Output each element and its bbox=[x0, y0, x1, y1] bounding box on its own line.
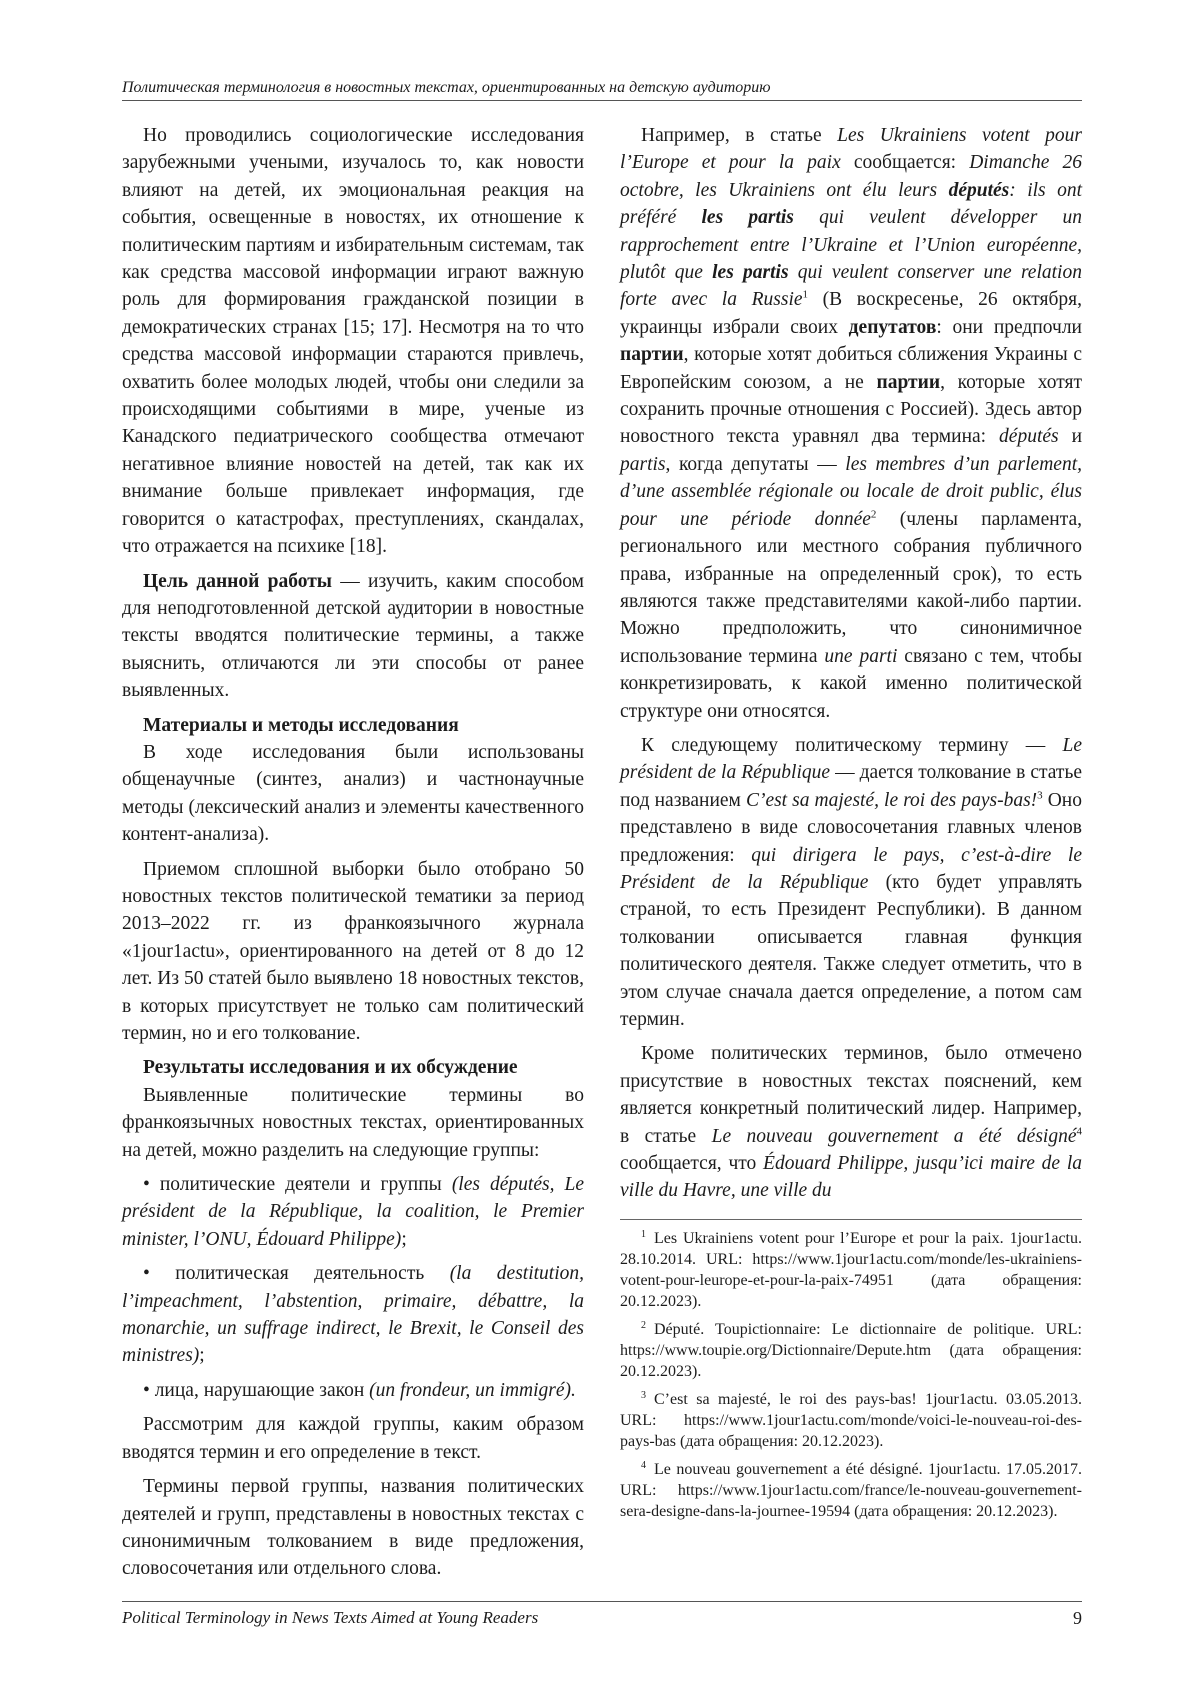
footnote-text: Le nouveau gouvernement a été désigné. 1jour1actu. 17.05.2017. URL: https://www.1jour1actu.com/france/le-nouveau-gouvernement-sera-designe-dans-la-journee-19594 (дата обращения: 20.12.2023). bbox=[620, 1460, 1082, 1520]
term-groups-list bbox=[122, 1171, 584, 1404]
text: , когда депутаты — bbox=[665, 453, 846, 475]
text: Кроме политических терминов, было отмечено присутствие в новостных текстах пояснений, кем является конкретный политический лидер. Например, в статье bbox=[620, 1043, 1082, 1147]
right-column bbox=[620, 122, 1082, 1529]
footnote-ref[interactable]: 3 bbox=[1037, 789, 1043, 802]
quote-text: Dimanche 26 octobre, les Ukrainiens ont élu leurs bbox=[620, 152, 1082, 201]
term: partis bbox=[620, 453, 666, 475]
group-label: политическая деятельность bbox=[175, 1263, 450, 1285]
quote: qui dirigera le pays, c’est-à-dire le Président de la République bbox=[620, 844, 1082, 893]
quote: les membres d’un parlement, d’une assemblée régionale ou locale de droit public, élus pour une période donnée bbox=[620, 453, 1082, 530]
list-item bbox=[122, 1377, 584, 1404]
text: : они предпочли bbox=[936, 316, 1082, 338]
footnote-ref[interactable]: 4 bbox=[1076, 1125, 1082, 1138]
heading-results: Результаты исследования и их обсуждение bbox=[143, 1057, 518, 1079]
quote-text: : ils ont préféré bbox=[620, 179, 1082, 229]
term: députés bbox=[948, 179, 1010, 201]
paragraph-consider: Рассмотрим для каждой группы, каким образом вводятся термин и его определение в текст. bbox=[122, 1414, 584, 1463]
group-examples: (un frondeur, un immigré). bbox=[369, 1379, 576, 1401]
list-item bbox=[122, 1171, 584, 1253]
footnote bbox=[620, 1389, 1082, 1452]
paragraph-goal bbox=[122, 568, 584, 705]
paragraph-example-president bbox=[620, 732, 1082, 1033]
paragraph-methods: В ходе исследования были использованы общенаучные (синтез, анализ) и частнонаучные методы (лексический анализ и элементы качественного контент-анализа). bbox=[122, 741, 584, 846]
text: — дается толкование в статье под названием bbox=[620, 762, 1083, 811]
goal-label: Цель данной работы bbox=[143, 570, 333, 592]
article-title: Le nouveau gouvernement a été désigné bbox=[711, 1125, 1077, 1147]
footnote-text: Les Ukrainiens votent pour l’Europe et pour la paix. 1jour1actu. 28.10.2014. URL: https://www.1jour1actu.com/monde/les-ukrainiens-votent-pour-leurope-et-pour-la-paix-74951 (дата обращения: 20.12.2023). bbox=[620, 1229, 1082, 1310]
punct: ; bbox=[199, 1345, 205, 1367]
term: une parti bbox=[824, 645, 898, 667]
footnote-text: C’est sa majesté, le roi des pays-bas! 1jour1actu. 03.05.2013. URL: https://www.1jour1actu.com/monde/voici-le-nouveau-roi-des-pays-bas (дата обращения: 20.12.2023). bbox=[620, 1390, 1082, 1450]
group-examples: (les députés, Le président de la République, la coalition, le Premier minister, l’ONU, Édouard Philippe) bbox=[122, 1174, 584, 1250]
quote-text: qui veulent conserver une relation forte avec la Russie bbox=[620, 262, 1082, 311]
running-footer bbox=[122, 1601, 1082, 1628]
quote: Édouard Philippe, jusqu’ici maire de la ville du Havre, une ville du bbox=[620, 1153, 1082, 1202]
text: Например, в статье bbox=[641, 125, 838, 146]
footnote-number: 4 bbox=[641, 1459, 646, 1471]
text: сообщается: bbox=[840, 152, 970, 174]
goal-text: — изучить, каким способом для неподготовленной детской аудитории в новостные тексты вводятся политические термины, а также выяснить, отличаются ли эти способы от ранее выявленных. bbox=[122, 570, 584, 702]
text: , которые хотят добиться сближения Украины с Европейским союзом, а не bbox=[620, 344, 1082, 393]
footnote-number: 1 bbox=[641, 1228, 646, 1240]
paragraph-example-ukraine bbox=[620, 122, 1082, 725]
text: связано с тем, чтобы конкретизировать, к какой именно политической структуре они относятся. bbox=[620, 645, 1082, 722]
text: (В воскресенье, 26 октября, украинцы избрали своих bbox=[620, 289, 1083, 338]
paragraph-sample: Приемом сплошной выборки было отобрано 50 новостных текстов политической тематики за период 2013–2022 гг. из франкоязычного журнала «1jour1actu», ориентированного на детей от 8 до 12 лет. Из 50 статей было выявлено 18 новостных текстов, в которых присутствует не только сам политический термин, но и его толкование. bbox=[122, 858, 584, 1044]
paragraph-results: Выявленные политические термины во франкоязычных новостных текстах, ориентированных на детей, можно разделить на следующие группы: bbox=[122, 1084, 584, 1161]
term: партии bbox=[876, 371, 941, 393]
text: (кто будет управлять страной, то есть Президент Республики). В данном толковании описывается главная функция политического деятеля. Также следует отметить, что в этом случае сначала дается определение, а потом сам термин. bbox=[620, 871, 1082, 1030]
footnote-divider bbox=[620, 1219, 1082, 1220]
footnote-number: 2 bbox=[641, 1319, 646, 1331]
group-label: лица, нарушающие закон bbox=[154, 1379, 370, 1401]
footnote-number: 3 bbox=[641, 1389, 646, 1401]
term: Le président de la République bbox=[620, 734, 1082, 784]
paragraph-intro: Но проводились социологические исследования зарубежными учеными, изучалось то, как новости влияют на детей, их эмоциональная реакция на события, освещенные в новостях, их отношение к политическим партиям и избирательным системам, так как средства массовой информации играют важную роль для формирования гражданской позиции в демократических странах [15; 17]. Несмотря на то что средства массовой информации стараются привлечь, охватить более молодых людей, чтобы они следили за происходящими событиями в мире, ученые из Канадского педиатрического сообщества отмечают негативное влияние новостей на детей, так как их внимание больше привлекает информация, где говорится о катастрофах, преступлениях, скандалах, что отражается на психике [18]. bbox=[122, 125, 584, 558]
paragraph-first-group: Термины первой группы, названия политических деятелей и групп, представлены в новостных текстах с синонимичным толкованием в виде предложения, словосочетания или отдельного слова. bbox=[122, 1476, 584, 1580]
quote-text: qui veulent développer un rapprochement entre l’Ukraine et l’Union européenne, plutôt que bbox=[620, 207, 1082, 284]
footnote bbox=[620, 1459, 1082, 1522]
footnote-text: Député. Toupictionnaire: Le dictionnaire de politique. URL: https://www.toupie.org/Dictionnaire/Depute.htm (дата обращения: 20.12.2023). bbox=[620, 1320, 1082, 1380]
term: les partis bbox=[712, 262, 789, 284]
article-title: Les Ukrainiens votent pour l’Europe et pour la paix bbox=[620, 125, 1082, 174]
list-item bbox=[122, 1260, 584, 1370]
heading-methods: Материалы и методы исследования bbox=[143, 714, 459, 736]
term: les partis bbox=[701, 207, 794, 229]
footer-title: Political Terminology in News Texts Aimed at Young Readers bbox=[122, 1608, 539, 1627]
running-header: Политическая терминология в новостных текстах, ориентированных на детскую аудиторию bbox=[122, 78, 1082, 101]
article-title: C’est sa majesté, le roi des pays-bas! bbox=[745, 789, 1038, 811]
term: députés bbox=[999, 426, 1059, 448]
paragraph-example-leader bbox=[620, 1040, 1082, 1204]
group-label: политические деятели и группы bbox=[159, 1174, 452, 1196]
text: (члены парламента, регионального или местного собрания публичного права, избранные на определенный срок), то есть являются также представителями какой-либо партии. Можно предположить, что синонимичное использование термина bbox=[620, 508, 1083, 667]
text: и bbox=[1058, 426, 1083, 448]
text: К следующему политическому термину — bbox=[641, 734, 1063, 756]
text: сообщается, что bbox=[620, 1153, 764, 1175]
term: депутатов bbox=[848, 316, 937, 338]
footnote-ref[interactable]: 2 bbox=[870, 508, 877, 521]
page-number: 9 bbox=[1073, 1608, 1082, 1628]
group-examples: (la destitution, l’impeachment, l’abstention, primaire, débattre, la monarchie, un suffrage indirect, le Brexit, le Conseil des ministres) bbox=[122, 1263, 584, 1367]
text: Оно представлено в виде словосочетания главных членов предложения: bbox=[620, 789, 1082, 866]
text: , которые хотят сохранить прочные отношения с Россией). Здесь автор новостного текста уравнял два термина: bbox=[620, 371, 1082, 448]
quote bbox=[620, 152, 1082, 310]
punct: ; bbox=[401, 1228, 407, 1250]
footnotes bbox=[620, 1228, 1082, 1522]
term: партии bbox=[620, 344, 684, 366]
footnote bbox=[620, 1228, 1082, 1312]
footnote-ref[interactable]: 1 bbox=[802, 288, 809, 301]
left-column bbox=[122, 122, 584, 1590]
footnote bbox=[620, 1319, 1082, 1382]
